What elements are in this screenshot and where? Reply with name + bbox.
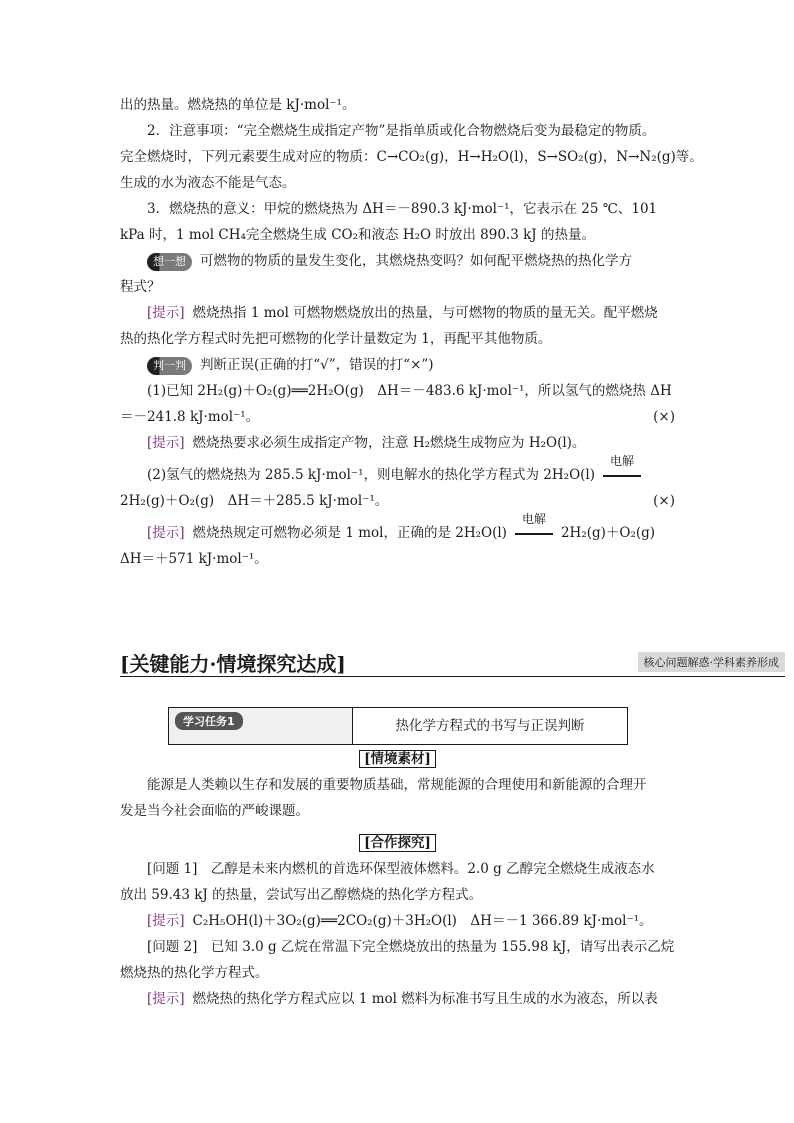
question-1: [问题 1] 乙醇是未来内燃机的首选环保型液体燃料。2.0 g 乙醇完全燃烧生成液态水: [147, 861, 655, 877]
text: ＝－241.8 kJ·mol⁻¹。: [120, 409, 260, 425]
judge-badge: 判一判: [147, 357, 192, 375]
section-tag: 核心问题解惑·学科素养形成: [638, 652, 786, 672]
text-line: 燃烧热的热化学方程式。: [120, 965, 269, 981]
think-question: [120, 248, 675, 274]
hint-text: 燃烧热规定可燃物必须是 1 mol，正确的是 2H₂O(l): [192, 525, 507, 541]
hint-1: [120, 908, 675, 934]
judge-title: [120, 352, 675, 378]
hint-text: 燃烧热指 1 mol 可燃物燃烧放出的热量，与可燃物的物质的量无关。配平燃烧: [192, 305, 658, 321]
electrolysis-arrow: [513, 512, 555, 546]
electrolysis-label: 电解: [610, 454, 635, 468]
answer-mark: (×): [653, 409, 675, 425]
upper-content: [120, 92, 703, 572]
text-line: ΔH＝＋571 kJ·mol⁻¹。: [120, 551, 268, 567]
text: (2)氢气的燃烧热为 285.5 kJ·mol⁻¹，则电解水的热化学方程式为 2H₂O(l): [147, 467, 596, 483]
hint-text: 燃烧热的热化学方程式应以 1 mol 燃料为标准书写且生成的水为液态，所以表: [192, 991, 658, 1007]
task-title: 热化学方程式的书写与正误判断: [395, 718, 585, 734]
hint-label: [提示]: [147, 991, 185, 1007]
task-box: [168, 707, 628, 745]
judge-item-1-cont: [120, 404, 675, 430]
text-line: 生成的水为液态不能是气态。: [120, 175, 296, 191]
judge-item-1: (1)已知 2H₂(g)＋O₂(g)══2H₂O(g) ΔH＝－483.6 kJ·mol⁻¹，所以氢气的燃烧热 ΔH: [147, 383, 672, 399]
text-line: 热的热化学方程式时先把可燃物的化学计量数定为 1，再配平其他物质。: [120, 331, 552, 347]
text-line: 3．燃烧热的意义：甲烷的燃烧热为 ΔH＝－890.3 kJ·mol⁻¹，它表示在 25 ℃、101: [147, 201, 658, 217]
think-answer: [120, 300, 675, 326]
section-title: [关键能力·情境探究达成]: [120, 652, 346, 676]
text: 2H₂(g)＋O₂(g) ΔH＝＋285.5 kJ·mol⁻¹。: [120, 493, 389, 509]
judge-hint-2: [120, 512, 675, 546]
think-text: 可燃物的物质的量发生变化，其燃烧热变吗？如何配平燃烧热的热化学方: [200, 253, 632, 269]
judge-text: 判断正误(正确的打“√”，错误的打“×”): [200, 357, 434, 373]
text-line: kPa 时，1 mol CH₄完全燃烧生成 CO₂和液态 H₂O 时放出 890.3 kJ 的热量。: [120, 227, 595, 243]
section-header: [120, 648, 785, 677]
electrolysis-arrow: [601, 454, 643, 488]
lower-content: [120, 746, 675, 1012]
hint-label: [提示]: [147, 435, 185, 451]
judge-item-2-cont: [120, 488, 675, 514]
question-2: [问题 2] 已知 3.0 g 乙烷在常温下完全燃烧放出的热量为 155.98 kJ，请写出表示乙烷: [147, 939, 675, 955]
think-badge: 想一想: [147, 253, 192, 271]
text-line: 能源是人类赖以生存和发展的重要物质基础，常规能源的合理使用和新能源的合理开: [147, 777, 647, 793]
hint-text: 燃烧热要求必须生成指定产物，注意 H₂燃烧生成物应为 H₂O(l)。: [192, 435, 586, 451]
text-line: 2．注意事项：“完全燃烧生成指定产物”是指单质或化合物燃烧后变为最稳定的物质。: [147, 123, 656, 139]
task-label: 学习任务1: [175, 712, 243, 730]
text-line: 发是当今社会面临的严峻课题。: [120, 803, 309, 819]
hint-label: [提示]: [147, 305, 185, 321]
label-text: [情境素材]: [359, 750, 436, 768]
answer-mark: (×): [653, 493, 675, 509]
text-line: 程式？: [120, 279, 161, 295]
hint-label: [提示]: [147, 913, 185, 929]
hint-text: 2H₂(g)＋O₂(g): [560, 525, 656, 541]
hint-text: C₂H₅OH(l)＋3O₂(g)══2CO₂(g)＋3H₂O(l) ΔH＝－1 366.89 kJ·mol⁻¹。: [192, 913, 653, 929]
hint-2: [120, 986, 675, 1012]
text-line: 完全燃烧时，下列元素要生成对应的物质：C→CO₂(g)，H→H₂O(l)，S→SO₂(g)，N→N₂(g)等。: [120, 149, 703, 165]
hint-label: [提示]: [147, 525, 185, 541]
judge-hint-1: [120, 430, 675, 456]
text-line: 出的热量。燃烧热的单位是 kJ·mol⁻¹。: [120, 97, 356, 113]
electrolysis-label: 电解: [521, 512, 546, 526]
label-text: [合作探究]: [359, 834, 436, 852]
explore-label: [120, 830, 675, 856]
material-label: [120, 746, 675, 772]
text-line: 放出 59.43 kJ 的热量，尝试写出乙醇燃烧的热化学方程式。: [120, 887, 483, 903]
judge-item-2: [120, 454, 675, 488]
task-label-area: [169, 708, 353, 744]
